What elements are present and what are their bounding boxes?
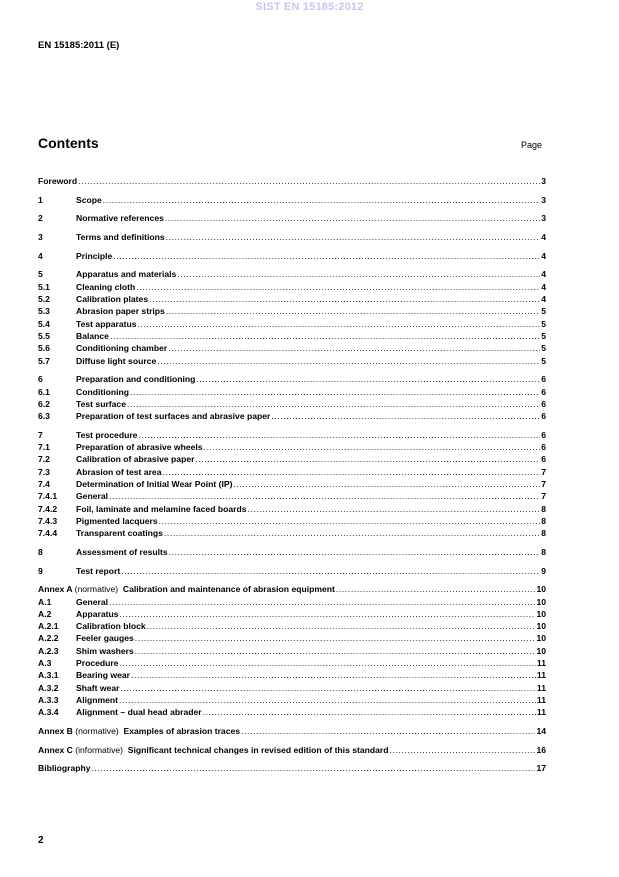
dot-leader xyxy=(164,527,540,539)
toc-entry-number: A.2 xyxy=(38,608,52,619)
toc-entry[interactable] xyxy=(38,305,546,317)
toc-entry-title: Alignment – dual head abrader xyxy=(76,707,202,718)
page-column-label: Page xyxy=(521,140,543,150)
dot-leader xyxy=(159,515,541,527)
toc-group xyxy=(38,546,546,558)
toc-entry-number: A.3.3 xyxy=(38,694,59,705)
toc-entry-title: Abrasion of test area xyxy=(76,466,162,477)
toc-entry-page: 9 xyxy=(541,565,546,576)
toc-group xyxy=(38,175,546,187)
toc-entry-number: A.2.2 xyxy=(38,633,59,644)
toc-entry-number: 7.4.3 xyxy=(38,515,58,526)
toc-entry-page: 7 xyxy=(541,466,546,477)
dot-leader xyxy=(120,682,535,694)
toc-entry[interactable] xyxy=(38,194,546,206)
toc-entry[interactable] xyxy=(38,632,546,644)
toc-entry-title: Transparent coatings xyxy=(76,528,163,539)
toc-entry-title xyxy=(38,583,335,595)
toc-entry-title: Test procedure xyxy=(76,429,138,440)
toc-entry-page: 6 xyxy=(541,398,546,409)
dot-leader xyxy=(177,268,540,280)
toc-entry-title: Conditioning xyxy=(76,386,129,397)
toc-entry-page: 6 xyxy=(541,454,546,465)
toc-entry-number: 5.1 xyxy=(38,281,50,292)
toc-entry-title: Preparation of test surfaces and abrasive paper xyxy=(76,411,271,422)
toc-entry-number: 5.4 xyxy=(38,318,50,329)
toc-entry-page: 7 xyxy=(541,478,546,489)
toc-group xyxy=(38,268,546,366)
page-number: 2 xyxy=(38,835,44,846)
toc-entry[interactable] xyxy=(38,281,546,293)
dot-leader xyxy=(135,645,536,657)
toc-entry-page: 3 xyxy=(541,194,546,205)
dot-leader xyxy=(127,398,540,410)
toc-entry[interactable] xyxy=(38,694,546,706)
toc-entry-title: Diffuse light source xyxy=(76,355,157,366)
toc-group xyxy=(38,744,546,756)
dot-leader xyxy=(131,669,536,681)
toc-entry[interactable] xyxy=(38,546,546,558)
toc-entry-page: 8 xyxy=(541,546,546,557)
dot-leader xyxy=(203,706,536,718)
toc-entry-title: General xyxy=(76,491,109,502)
toc-entry-number: 3 xyxy=(38,232,43,243)
toc-entry-page: 6 xyxy=(541,429,546,440)
toc-entry-page: 11 xyxy=(536,670,546,681)
toc-entry-title: Terms and definitions xyxy=(76,232,165,243)
toc-entry-title: Principle xyxy=(76,250,113,261)
dot-leader xyxy=(165,212,540,224)
dot-leader xyxy=(121,565,540,577)
toc-group xyxy=(38,725,546,737)
toc-entry-title: Foreword xyxy=(38,176,78,186)
toc-entry-page: 5 xyxy=(541,355,546,366)
toc-entry-page: 6 xyxy=(541,411,546,422)
toc-entry[interactable] xyxy=(38,682,546,694)
dot-leader xyxy=(138,318,541,330)
toc-entry-page: 7 xyxy=(541,491,546,502)
toc-entry[interactable] xyxy=(38,231,546,243)
dot-leader xyxy=(336,583,536,595)
toc-entry-number: 6.3 xyxy=(38,411,50,422)
annex-title: Calibration and maintenance of abrasion equipment xyxy=(122,584,335,595)
toc-entry-page: 3 xyxy=(541,176,546,186)
dot-leader xyxy=(109,596,535,608)
toc-group xyxy=(38,583,546,718)
toc-entry-page: 8 xyxy=(541,528,546,539)
toc-entry-number: 5.2 xyxy=(38,294,50,305)
toc-entry-title: Normative references xyxy=(76,213,164,224)
contents-heading: Contents xyxy=(38,135,99,151)
dot-leader xyxy=(195,453,540,465)
dot-leader xyxy=(147,620,536,632)
annex-label: Annex C xyxy=(38,744,73,755)
toc-entry-page: 10 xyxy=(536,621,546,632)
toc-entry-title: Abrasion paper strips xyxy=(76,306,165,317)
toc-entry-number: 5.5 xyxy=(38,330,50,341)
toc-entry-page: 5 xyxy=(541,306,546,317)
toc-entry-number: 7.4.4 xyxy=(38,528,58,539)
toc-entry-number: 6 xyxy=(38,374,43,385)
toc-group xyxy=(38,231,546,243)
toc-entry[interactable] xyxy=(38,645,546,657)
dot-leader xyxy=(138,429,540,441)
dot-leader xyxy=(136,281,540,293)
toc-entry[interactable] xyxy=(38,330,546,342)
toc-group xyxy=(38,373,546,422)
toc-entry-page: 4 xyxy=(541,294,546,305)
toc-entry-title: Procedure xyxy=(76,658,119,668)
toc-entry[interactable] xyxy=(38,669,546,681)
annex-title: Examples of abrasion traces xyxy=(123,725,241,736)
toc-entry-page: 14 xyxy=(536,725,546,736)
toc-entry[interactable] xyxy=(38,762,546,774)
toc-entry-number: 8 xyxy=(38,546,43,557)
toc-entry-title: Foil, laminate and melamine faced boards xyxy=(76,503,247,514)
toc-entry-number: 7.1 xyxy=(38,442,50,453)
toc-entry-page: 4 xyxy=(541,281,546,292)
toc-entry[interactable] xyxy=(38,478,546,490)
annex-label: Annex A xyxy=(38,584,73,595)
toc-entry-title: Shim washers xyxy=(76,645,134,656)
toc-entry-title: Bibliography xyxy=(38,763,91,774)
toc-entry-title: Cleaning cloth xyxy=(76,281,136,292)
dot-leader xyxy=(204,441,541,453)
toc-entry-number: 5.6 xyxy=(38,343,50,354)
document-id: EN 15185:2011 (E) xyxy=(38,40,120,51)
toc-group xyxy=(38,194,546,206)
watermark: SIST EN 15185:2012 xyxy=(255,1,364,13)
toc-entry-title: Test apparatus xyxy=(76,318,137,329)
annex-label: Annex B xyxy=(38,725,73,736)
toc-entry-number: A.3.2 xyxy=(38,682,59,693)
annex-qualifier: (normative) xyxy=(74,584,119,595)
toc-entry[interactable] xyxy=(38,429,546,441)
dot-leader xyxy=(110,330,540,342)
toc-group xyxy=(38,565,546,577)
toc-entry-page: 11 xyxy=(536,658,546,668)
toc-entry-page: 16 xyxy=(536,744,546,755)
toc-entry-page: 5 xyxy=(541,318,546,329)
toc-entry[interactable] xyxy=(38,250,546,262)
toc-entry-page: 10 xyxy=(536,596,546,607)
toc-entry-title: Calibration of abrasive paper xyxy=(76,454,195,465)
toc-entry-page: 4 xyxy=(541,269,546,280)
toc-entry-title: Determination of Initial Wear Point (IP) xyxy=(76,478,233,489)
toc-entry-page: 5 xyxy=(541,330,546,341)
toc-entry-page: 10 xyxy=(536,633,546,644)
toc-entry-page: 17 xyxy=(536,763,546,774)
toc-entry-number: 7.2 xyxy=(38,454,50,465)
toc-entry[interactable] xyxy=(38,441,546,453)
dot-leader xyxy=(103,194,540,206)
toc-entry-title xyxy=(38,744,389,756)
dot-leader xyxy=(233,478,540,490)
dot-leader xyxy=(113,250,540,262)
annex-qualifier: (informative) xyxy=(75,744,124,755)
annex-title: Significant technical changes in revised edition of this standard xyxy=(127,744,389,755)
toc-entry-page: 11 xyxy=(536,682,546,693)
toc-entry[interactable] xyxy=(38,466,546,478)
toc-entry-page: 10 xyxy=(536,645,546,656)
toc-entry[interactable] xyxy=(38,386,546,398)
toc-entry-title: Apparatus xyxy=(76,608,119,619)
toc-entry-number: 5 xyxy=(38,269,43,280)
toc-entry-number: A.3 xyxy=(38,658,52,668)
toc-entry-number: 7.4.2 xyxy=(38,503,58,514)
toc-entry[interactable] xyxy=(38,212,546,224)
toc-entry-title: Apparatus and materials xyxy=(76,269,177,280)
dot-leader xyxy=(169,546,541,558)
toc-entry[interactable] xyxy=(38,293,546,305)
toc-entry-page: 6 xyxy=(541,374,546,385)
toc-entry-page: 4 xyxy=(541,250,546,261)
toc-entry-title: Calibration block xyxy=(76,621,146,632)
toc-entry-page: 11 xyxy=(536,707,546,718)
toc-entry[interactable] xyxy=(38,583,546,595)
toc-entry[interactable] xyxy=(38,373,546,385)
annex-qualifier: (normative) xyxy=(75,725,119,736)
dot-leader xyxy=(166,305,540,317)
toc-entry-title xyxy=(38,725,240,737)
toc-entry-page: 10 xyxy=(536,608,546,619)
toc-entry[interactable] xyxy=(38,503,546,515)
toc-entry-title: Calibration plates xyxy=(76,294,149,305)
toc-entry-title: Conditioning chamber xyxy=(76,343,168,354)
toc-entry-number: 2 xyxy=(38,213,43,224)
toc-entry[interactable] xyxy=(38,410,546,422)
dot-leader xyxy=(166,231,541,243)
toc-entry[interactable] xyxy=(38,268,546,280)
toc-entry-number: 6.2 xyxy=(38,398,50,409)
toc-entry-number: 5.7 xyxy=(38,355,50,366)
toc-entry[interactable] xyxy=(38,490,546,502)
dot-leader xyxy=(196,373,540,385)
toc-entry-number: 9 xyxy=(38,565,43,576)
toc-entry[interactable] xyxy=(38,565,546,577)
toc-entry-number: 6.1 xyxy=(38,386,50,397)
toc-entry-title: Preparation and conditioning xyxy=(76,374,196,385)
dot-leader xyxy=(135,632,536,644)
toc-group xyxy=(38,429,546,540)
toc-entry-page: 4 xyxy=(541,232,546,243)
toc-entry[interactable] xyxy=(38,527,546,539)
toc-entry[interactable] xyxy=(38,725,546,737)
dot-leader xyxy=(120,608,536,620)
toc-entry-number: 7.3 xyxy=(38,466,50,477)
toc-entry-title: Test report xyxy=(76,565,121,576)
dot-leader xyxy=(390,744,536,756)
toc-entry-title: Balance xyxy=(76,330,109,341)
toc-entry-page: 10 xyxy=(536,584,546,595)
table-of-contents xyxy=(38,175,546,775)
dot-leader xyxy=(241,725,535,737)
dot-leader xyxy=(78,175,540,187)
toc-entry[interactable] xyxy=(38,318,546,330)
toc-entry[interactable] xyxy=(38,620,546,632)
toc-group xyxy=(38,250,546,262)
toc-entry[interactable] xyxy=(38,342,546,354)
toc-entry-title: Preparation of abrasive wheels xyxy=(76,442,203,453)
toc-entry-number: 4 xyxy=(38,250,43,261)
dot-leader xyxy=(119,694,536,706)
dot-leader xyxy=(271,410,540,422)
toc-group xyxy=(38,762,546,774)
toc-entry-page: 5 xyxy=(541,343,546,354)
toc-entry[interactable] xyxy=(38,608,546,620)
toc-entry-page: 6 xyxy=(541,442,546,453)
toc-entry-number: 7.4 xyxy=(38,478,50,489)
toc-entry-number: A.3.4 xyxy=(38,707,59,718)
toc-entry-page: 6 xyxy=(541,386,546,397)
toc-entry[interactable] xyxy=(38,398,546,410)
dot-leader xyxy=(109,490,540,502)
toc-entry-page: 3 xyxy=(541,213,546,224)
toc-entry[interactable] xyxy=(38,706,546,718)
dot-leader xyxy=(149,293,540,305)
toc-entry-title: Alignment xyxy=(76,694,119,705)
toc-entry-title: Feeler gauges xyxy=(76,633,134,644)
toc-entry-number: 7.4.1 xyxy=(38,491,58,502)
toc-entry-title: General xyxy=(76,596,109,607)
toc-entry-number: A.1 xyxy=(38,596,52,607)
toc-entry-page: 11 xyxy=(536,694,546,705)
dot-leader xyxy=(92,762,536,774)
toc-entry-title: Test surface xyxy=(76,398,126,409)
dot-leader xyxy=(157,355,540,367)
dot-leader xyxy=(168,342,540,354)
toc-entry-title: Shaft wear xyxy=(76,682,120,693)
toc-entry[interactable] xyxy=(38,355,546,367)
toc-group xyxy=(38,212,546,224)
dot-leader xyxy=(120,657,536,669)
dot-leader xyxy=(162,466,540,478)
toc-entry-title: Scope xyxy=(76,194,102,205)
toc-entry-title: Assessment of results xyxy=(76,546,168,557)
toc-entry-title: Bearing wear xyxy=(76,670,130,681)
dot-leader xyxy=(130,386,540,398)
toc-entry-number: 5.3 xyxy=(38,306,50,317)
toc-entry[interactable] xyxy=(38,515,546,527)
toc-entry[interactable] xyxy=(38,657,546,669)
toc-entry-number: 7 xyxy=(38,429,43,440)
dot-leader xyxy=(248,503,541,515)
toc-entry[interactable] xyxy=(38,453,546,465)
toc-entry-page: 8 xyxy=(541,515,546,526)
toc-entry[interactable] xyxy=(38,744,546,756)
toc-entry[interactable] xyxy=(38,596,546,608)
toc-entry[interactable] xyxy=(38,175,546,187)
toc-entry-number: A.2.1 xyxy=(38,621,59,632)
toc-entry-number: A.3.1 xyxy=(38,670,59,681)
toc-entry-number: 1 xyxy=(38,194,43,205)
toc-entry-title: Pigmented lacquers xyxy=(76,515,158,526)
toc-entry-number: A.2.3 xyxy=(38,645,59,656)
toc-entry-page: 8 xyxy=(541,503,546,514)
